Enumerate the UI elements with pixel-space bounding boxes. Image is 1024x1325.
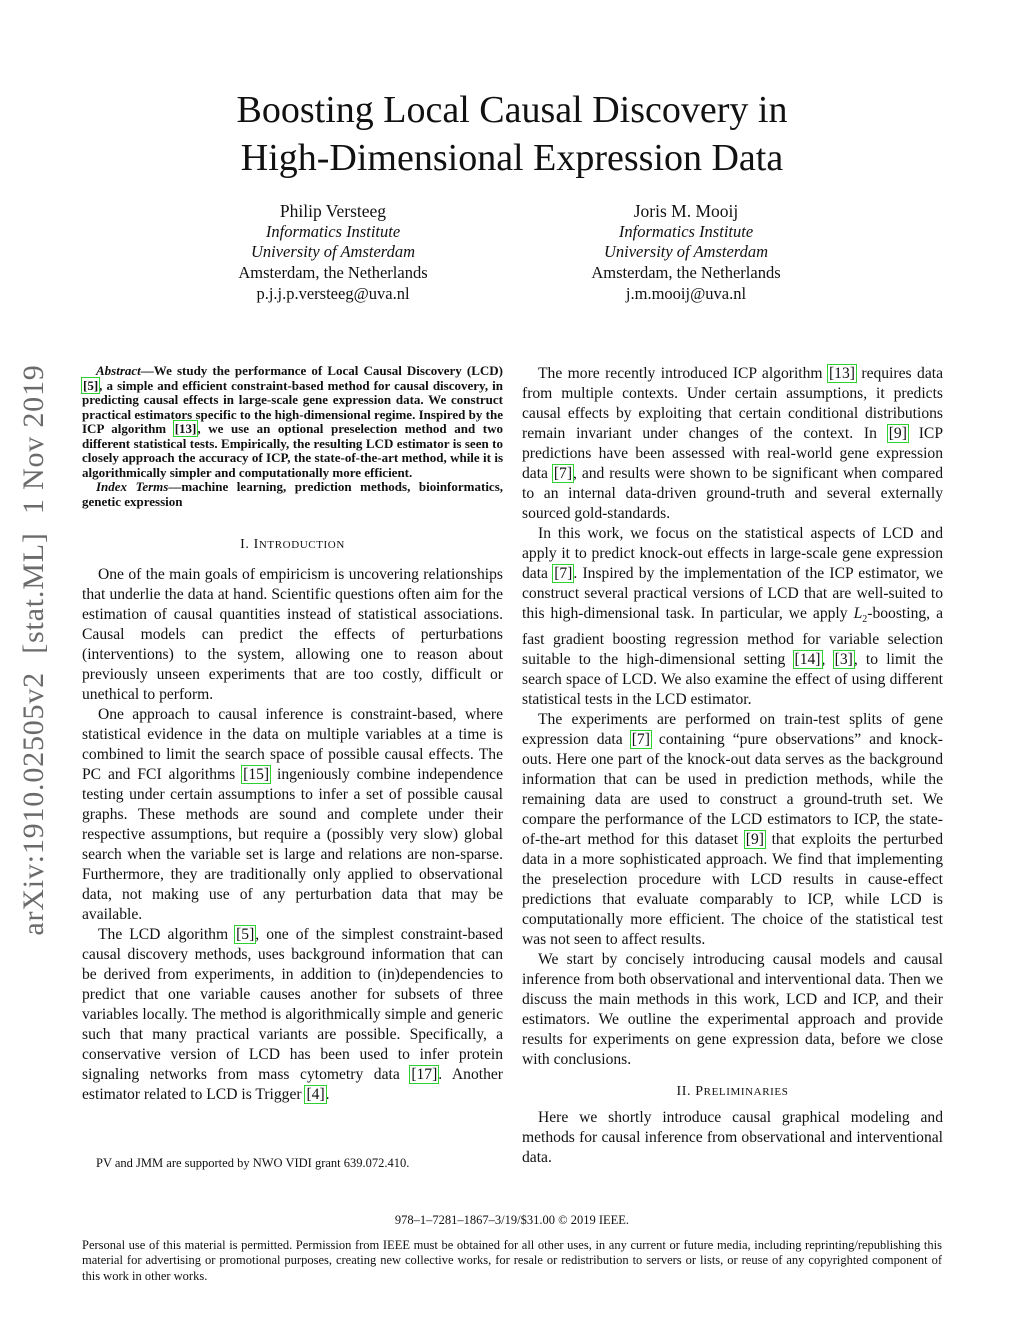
citation-link[interactable]: [5] [236,926,255,944]
abstract-text-2: , a simple and efficient constraint-based method for causal discovery, in predicting causal effects in large-scale gene expression data. We construct practical estimators specific to the high-dimensional regime. Inspired by the ICP algorithm [82,377,503,437]
abstract-text-3: , we use an optional preselection method and two different statistical tests. Empirically, the resulting LCD estimator is seen to closely approach the accuracy of ICP, the state-of-the-art method, while it is algorithmically simpler and computationally more efficient. [82,421,503,480]
citation-link[interactable]: [7] [554,565,573,582]
citation-link[interactable]: [3] [834,651,853,669]
section-rest: NTRODUCTION [258,539,345,552]
paragraph-text: , [821,651,834,669]
paragraph: We start by concisely introducing causal models and causal inference from both observational and interventional data. Then we discuss the main methods in this work, LCD and ICP, and their estimators. We outline the experimental approach and provide results for experiments on gene expression data, before we close with conclusions. [522,951,943,1069]
paragraph-text: , and results were shown to be significant when compared to an internal data-driven ground-truth and several externally sourced gold-standards. [522,465,944,522]
arxiv-id: arXiv:1910.02505v2 [17,672,50,936]
paragraph-text: requires data from multiple contexts. Under certain assumptions, it predicts causal effects by exploiting that certain conditional distributions remain invariant under changes of the context. In [522,365,943,442]
author-dept: Informatics Institute [265,221,401,241]
author-name: Philip Versteeg [279,201,387,221]
paragraph-text: . Another estimator related to LCD is Trigger [82,1066,503,1104]
index-terms-dash: — [168,479,182,495]
paragraph-text: One approach to causal inference is constraint-based, where statistical evidence in the data on multiple variables at a time is combined to limit the search space of possible causal effects. The PC and FCI algorithms [82,706,503,784]
citation-link[interactable]: [4] [306,1086,325,1104]
paragraph: One of the main goals of empiricism is uncovering relationships that underlie the data at hand. Scientific questions often aim for the estimation of causal quantities instead of statistical associations. Causal models can predict the effects of perturbations (interventions) to the system, allowing one to reason about previously unseen experiments that are too costly, difficult or unethical to perform. [82,566,503,704]
citation-link[interactable]: [7] [553,465,573,482]
paragraph-text: ICP predictions have been assessed with real-world gene expression data [522,425,943,482]
citation-link[interactable]: [5] [83,377,99,393]
paragraph [522,524,943,710]
isbn-line: 978–1–7281–1867–3/19/$31.00 © 2019 IEEE. [394,1213,630,1227]
paragraph-text: that exploits the perturbed data in a more sophisticated approach. We find that implementing the preselection procedure with LCD results in cause-effect predictions that evaluate comparably to ICP, while LCD is computationally more efficient. The choice of the statistical test was not seen to affect results. [522,831,943,949]
section-number: I. [240,537,254,553]
citation-link[interactable]: [17] [411,1066,438,1084]
section-heading-introduction [82,535,503,555]
copyright-notice: Personal use of this material is permitted. Permission from IEEE must be obtained for all other uses, in any current or future media, including reprinting/republishing this material for advertising or promotional purposes, creating new collective works, for resale or redistribution to servers or lists, or reuse of any copyrighted component of this work in other works. [82,1238,942,1283]
paragraph-text: . Inspired by the implementation of the ICP estimator, we construct several practical versions of LCD that are well-suited to this high-dimensional task. In particular, we apply [522,565,943,622]
paragraph-text: , to limit the search space of LCD. We also examine the effect of using different statistical tests in the LCD estimator. [522,651,944,709]
footnote: PV and JMM are supported by NWO VIDI grant 639.072.410. [96,1156,410,1170]
arxiv-category: [stat.ML] [17,532,50,654]
abstract [82,364,503,509]
arxiv-date: 1 Nov 2019 [17,364,50,515]
section-initial: P [695,1084,704,1100]
paragraph [82,925,503,1105]
citation-link[interactable]: [7] [631,731,650,749]
math-symbol: L [853,605,863,622]
citation-link[interactable]: [13] [828,365,855,382]
paper-title [112,86,912,182]
paragraph-text: The experiments are performed on train-test splits of gene expression data [522,711,943,749]
citation-link[interactable]: [14] [794,651,821,669]
author-university: University of Amsterdam [603,242,769,262]
author-dept: Informatics Institute [618,221,754,241]
author-block-2 [526,201,846,305]
paragraph-text: In this work, we focus on the statistical aspects of LCD and apply it to predict knock-out effects in large-scale gene expression data [522,525,943,582]
abstract-dash: — [140,363,154,378]
section-initial: I [253,537,259,553]
author-block-1 [173,201,493,305]
author-university: University of Amsterdam [250,242,416,262]
paragraph-text: The more recently introduced ICP algorithm [538,365,828,382]
citation-link[interactable]: [9] [888,425,907,442]
author-email: j.m.mooij@uva.nl [625,283,747,303]
section-heading-preliminaries [522,1082,943,1102]
paragraph-text: . [325,1086,330,1104]
paragraph [522,364,943,524]
author-email: p.j.j.p.versteeg@uva.nl [256,283,410,303]
title-line-2: High-Dimensional Expression Data [240,137,784,179]
abstract-label: Abstract [96,363,141,378]
author-location: Amsterdam, the Netherlands [238,263,428,283]
citation-link[interactable]: [13] [174,421,197,437]
arxiv-stamp [17,150,51,1150]
paragraph-text: ingeniously combine independence testing under certain assumptions to infer a set of possible causal graphs. These methods are sound and complete under their respective assumptions, but require a (possibly very slow) global search when the variable set is large and relations are non-sparse. Furthermore, they are traditionally only applied to observational data, not making use of any perturbation data that may be available. [82,766,503,924]
paragraph: Here we shortly introduce causal graphical modeling and methods for causal inference from observational and interventional data. [522,1109,943,1167]
citation-link[interactable]: [9] [745,831,764,849]
title-line-1: Boosting Local Causal Discovery in [236,89,788,131]
index-terms-label: Index Terms [96,479,169,495]
abstract-text-1: We study the performance of Local Causal Discovery (LCD) [153,363,503,378]
citation-link[interactable]: [15] [243,766,270,784]
math-subscript: 2 [862,614,868,626]
author-location: Amsterdam, the Netherlands [591,263,781,283]
paragraph-text: The LCD algorithm [98,926,236,944]
left-column [82,364,503,1105]
paragraph [82,705,503,925]
section-rest: RELIMINARIES [703,1086,789,1099]
index-terms-text: machine learning, prediction methods, bioinformatics, genetic expression [82,479,504,509]
author-name: Joris M. Mooij [633,201,739,221]
paragraph-text: , one of the simplest constraint-based causal discovery methods, uses background information that can be derived from experiments, in addition to (in)dependencies to predict that one variable causes another for subsets of three variables locally. The method is algorithmically simple and generic such that many practical variants are possible. Specifically, a conservative version of LCD has been used to infer protein signaling networks from mass cytometry data [82,926,503,1084]
right-column [522,364,943,1168]
paragraph [522,710,943,950]
paragraph-text: -boosting, a fast gradient boosting regression method for variable selection suitable to the high-dimensional setting [522,605,943,669]
section-number: II. [676,1084,696,1100]
paragraph-text: containing “pure observations” and knock-outs. Here one part of the knock-out data serves as the background information that can be used in prediction methods, while the remaining data are used to construct a ground-truth set. We compare the performance of the LCD estimators to ICP, the state-of-the-art method for this dataset [522,731,943,849]
